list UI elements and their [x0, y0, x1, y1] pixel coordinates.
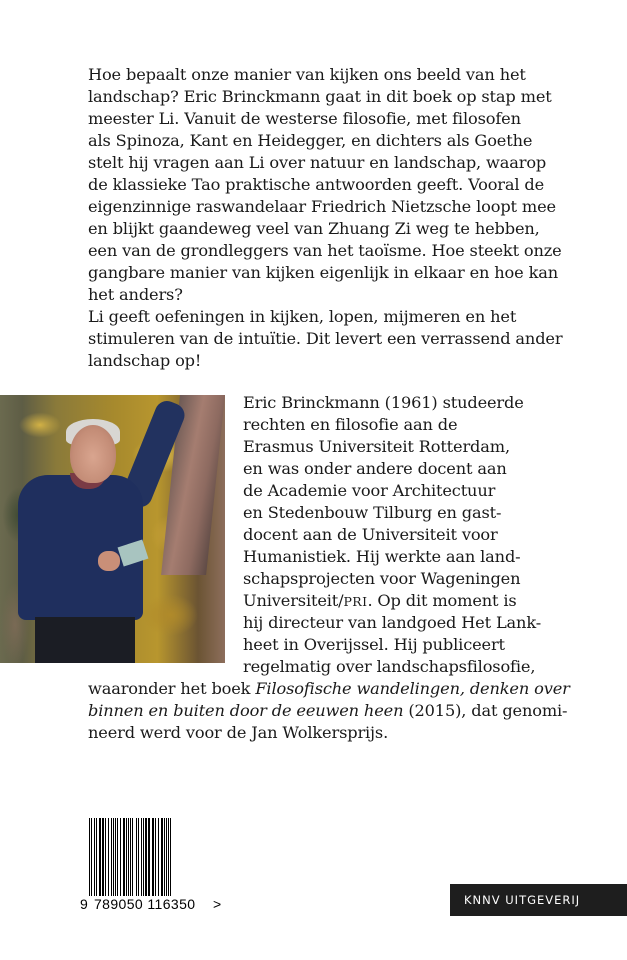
bio-line: de Academie voor Architectuur [243, 481, 496, 500]
pri-abbreviation: PRI [343, 594, 368, 609]
intro-line: meester Li. Vanuit de westerse filosofie, met filosofen [88, 109, 521, 128]
bio-line: docent aan de Universiteit voor [243, 525, 498, 544]
bio-line: heet in Overijssel. Hij publiceert [243, 635, 505, 654]
intro-line: Li geeft oefeningen in kijken, lopen, mijmeren en het [88, 307, 517, 326]
book-title: binnen en buiten door de eeuwen heen [88, 701, 404, 720]
hand [98, 551, 120, 571]
intro-line: landschap op! [88, 351, 202, 370]
intro-line: het anders? [88, 285, 183, 304]
bio-text: Universiteit/ [243, 591, 344, 610]
intro-line: stimuleren van de intuïtie. Dit levert een verrassend ander [88, 329, 563, 348]
bio-line: Eric Brinckmann (1961) studeerde [243, 393, 524, 412]
bio-text: (2015), dat genomi- [403, 701, 568, 720]
bio-line: Humanistiek. Hij werkte aan land- [243, 547, 521, 566]
author-photo [0, 395, 225, 663]
publisher-label: KNNV UITGEVERIJ [450, 884, 627, 916]
intro-line: eigenzinnige raswandelaar Friedrich Nietzsche loopt mee [88, 197, 556, 216]
intro-line: stelt hij vragen aan Li over natuur en landschap, waarop [88, 153, 547, 172]
barcode-first-digit: 9 [80, 896, 89, 912]
bio-line: rechten en filosofie aan de [243, 415, 458, 434]
bio-line: schapsprojecten voor Wageningen [243, 569, 521, 588]
face [70, 425, 116, 483]
bio-text: waaronder het boek [88, 679, 256, 698]
bio-line: neerd werd voor de Jan Wolkersprijs. [88, 723, 389, 742]
intro-line: gangbare manier van kijken eigenlijk in elkaar en hoe kan [88, 263, 559, 282]
bio-line [88, 700, 567, 722]
barcode-digits: 789050 116350 [94, 896, 196, 912]
trousers [35, 617, 135, 663]
bio-line: en Stedenbouw Tilburg en gast- [243, 503, 502, 522]
intro-line: als Spinoza, Kant en Heidegger, en dichters als Goethe [88, 131, 533, 150]
bio-text: . Op dit moment is [367, 591, 517, 610]
barcode-bar [170, 818, 171, 896]
book-title: Filosofische wandelingen, denken over [255, 679, 570, 698]
bio-line [88, 678, 570, 700]
barcode-arrow: > [213, 896, 222, 912]
intro-line: een van de grondleggers van het taoïsme. Hoe steekt onze [88, 241, 562, 260]
bio-line-pri [243, 590, 517, 613]
intro-line: Hoe bepaalt onze manier van kijken ons beeld van het [88, 65, 526, 84]
bio-line: hij directeur van landgoed Het Lank- [243, 613, 542, 632]
bio-line: en was onder andere docent aan [243, 459, 507, 478]
intro-line: landschap? Eric Brinckmann gaat in dit boek op stap met [88, 87, 552, 106]
bio-line: Erasmus Universiteit Rotterdam, [243, 437, 510, 456]
intro-line: en blijkt gaandeweg veel van Zhuang Zi weg te hebben, [88, 219, 540, 238]
intro-line: de klassieke Tao praktische antwoorden geeft. Vooral de [88, 175, 545, 194]
isbn-barcode [89, 818, 217, 896]
bio-line: regelmatig over landschapsfilosofie, [243, 657, 536, 676]
